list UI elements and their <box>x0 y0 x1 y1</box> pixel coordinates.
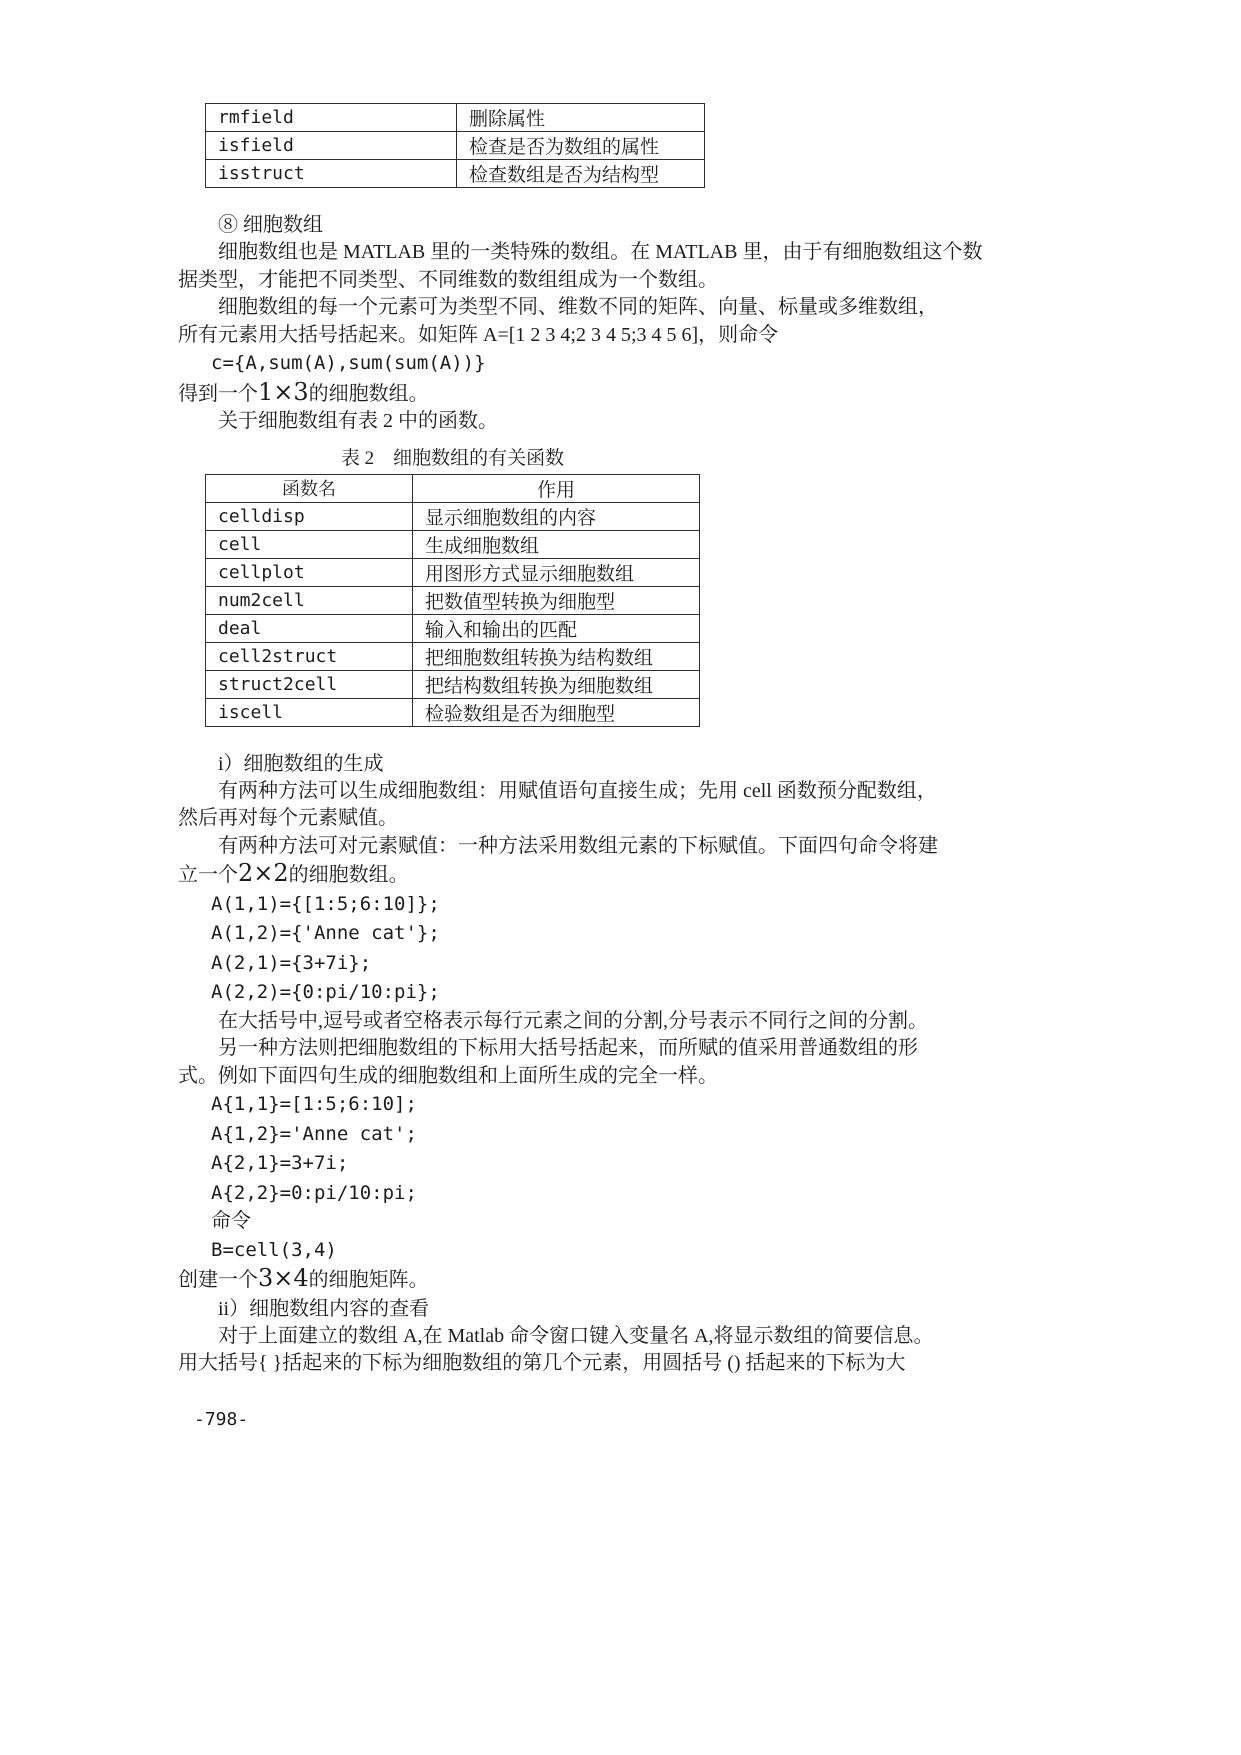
function-name-cell: iscell <box>206 698 413 726</box>
math-run: 2×2 <box>238 859 289 887</box>
paragraph-line: 有两种方法可对元素赋值：一种方法采用数组元素的下标赋值。下面四句命令将建 <box>218 834 938 857</box>
table-row <box>206 104 705 132</box>
function-desc-cell: 用图形方式显示细胞数组 <box>413 558 700 586</box>
table-row <box>206 586 700 614</box>
function-name-cell: num2cell <box>206 586 413 614</box>
paragraph-line: 据类型，才能把不同类型、不同维数的数组组成为一个数组。 <box>178 268 718 291</box>
paragraph-line: 式。例如下面四句生成的细胞数组和上面所生成的完全一样。 <box>178 1064 718 1087</box>
subsection-heading-ii: ii）细胞数组内容的查看 <box>218 1297 430 1320</box>
text-run: 创建一个 <box>178 1269 258 1291</box>
function-desc-cell: 显示细胞数组的内容 <box>413 502 700 530</box>
table-row <box>206 132 705 160</box>
function-name-cell: struct2cell <box>206 670 413 698</box>
text-run: 的细胞数组。 <box>308 382 429 405</box>
subsection-heading-i: i）细胞数组的生成 <box>218 752 384 775</box>
section-heading: ⑧ 细胞数组 <box>218 214 323 236</box>
table-row <box>206 502 700 530</box>
table-row <box>206 614 700 642</box>
function-desc-cell: 删除属性 <box>457 104 705 132</box>
code-line: B=cell(3,4) <box>211 1238 337 1261</box>
page-number: -798- <box>194 1408 249 1430</box>
text-run: 立一个 <box>178 864 238 886</box>
code-line: A(2,1)={3+7i}; <box>211 951 372 974</box>
function-name-cell: cell <box>206 530 413 558</box>
paragraph-line: 关于细胞数组有表 2 中的函数。 <box>218 410 498 432</box>
math-run: 3×4 <box>258 1264 309 1292</box>
code-line: c={A,sum(A),sum(sum(A))} <box>211 352 486 374</box>
paragraph-line <box>178 1265 941 1295</box>
paragraph-line <box>178 379 941 409</box>
struct-functions-table <box>205 103 705 188</box>
function-name-cell: celldisp <box>206 502 413 530</box>
code-line: A{2,1}=3+7i; <box>211 1152 349 1174</box>
code-line: A{1,1}=[1:5;6:10]; <box>211 1093 417 1115</box>
table-row <box>206 670 700 698</box>
code-line: A(2,2)={0:pi/10:pi}; <box>211 981 440 1003</box>
function-name-cell: rmfield <box>206 104 457 132</box>
table-row <box>206 558 700 586</box>
function-desc-cell: 把结构数组转换为细胞数组 <box>413 670 700 698</box>
function-name-cell: isstruct <box>206 160 457 188</box>
code-line: A{2,2}=0:pi/10:pi; <box>211 1181 417 1204</box>
command-label: 命令 <box>211 1210 251 1232</box>
text-run: 得到一个 <box>178 382 258 405</box>
function-name-cell: cellplot <box>206 558 413 586</box>
paragraph-line: 细胞数组的每一个元素可为类型不同、维数不同的矩阵、向量、标量或多维数组， <box>218 296 938 318</box>
function-desc-cell: 输入和输出的匹配 <box>413 614 700 642</box>
table-row <box>206 530 700 558</box>
table-header-row <box>206 474 700 502</box>
function-desc-cell: 把细胞数组转换为结构数组 <box>413 642 700 670</box>
function-desc-cell: 生成细胞数组 <box>413 530 700 558</box>
function-name-cell: deal <box>206 614 413 642</box>
table-caption: 表 2 细胞数组的有关函数 <box>340 447 565 469</box>
table-row <box>206 698 700 726</box>
paragraph-line: 另一种方法则把细胞数组的下标用大括号括起来，而所赋的值采用普通数组的形 <box>218 1037 918 1059</box>
paragraph-line: 细胞数组也是 MATLAB 里的一类特殊的数组。在 MATLAB 里，由于有细胞数组这个数 <box>218 241 983 263</box>
text-run: 的细胞数组。 <box>288 864 409 886</box>
column-header-desc: 作用 <box>413 474 700 502</box>
function-desc-cell: 检查是否为数组的属性 <box>457 132 705 160</box>
table-row <box>206 642 700 670</box>
paragraph-line: 所有元素用大括号括起来。如矩阵 A=[1 2 3 4;2 3 4 5;3 4 5 6]，则命令 <box>178 323 779 346</box>
table-row <box>206 160 705 188</box>
function-desc-cell: 检查数组是否为结构型 <box>457 160 705 188</box>
function-name-cell: cell2struct <box>206 642 413 670</box>
paragraph-line: 在大括号中,逗号或者空格表示每行元素之间的分割,分号表示不同行之间的分割。 <box>218 1009 928 1032</box>
code-line: A{1,2}='Anne cat'; <box>211 1122 417 1145</box>
paragraph-line: 对于上面建立的数组 A,在 Matlab 命令窗口键入变量名 A,将显示数组的简要信息。 <box>218 1324 934 1347</box>
paragraph-line: 有两种方法可以生成细胞数组：用赋值语句直接生成；先用 cell 函数预分配数组， <box>218 779 937 802</box>
code-line: A(1,1)={[1:5;6:10]}; <box>211 892 440 915</box>
column-header-fn: 函数名 <box>206 474 413 502</box>
paragraph-line <box>178 860 941 890</box>
function-desc-cell: 检验数组是否为细胞型 <box>413 698 700 726</box>
function-name-cell: isfield <box>206 132 457 160</box>
text-run: 的细胞矩阵。 <box>308 1269 429 1291</box>
math-run: 1×3 <box>258 377 309 406</box>
code-line: A(1,2)={'Anne cat'}; <box>211 922 440 944</box>
paragraph-line: 用大括号{ }括起来的下标为细胞数组的第几个元素，用圆括号 () 括起来的下标为大 <box>178 1352 906 1374</box>
function-desc-cell: 把数值型转换为细胞型 <box>413 586 700 614</box>
paragraph-line: 然后再对每个元素赋值。 <box>178 807 398 829</box>
cell-functions-table <box>205 474 700 727</box>
